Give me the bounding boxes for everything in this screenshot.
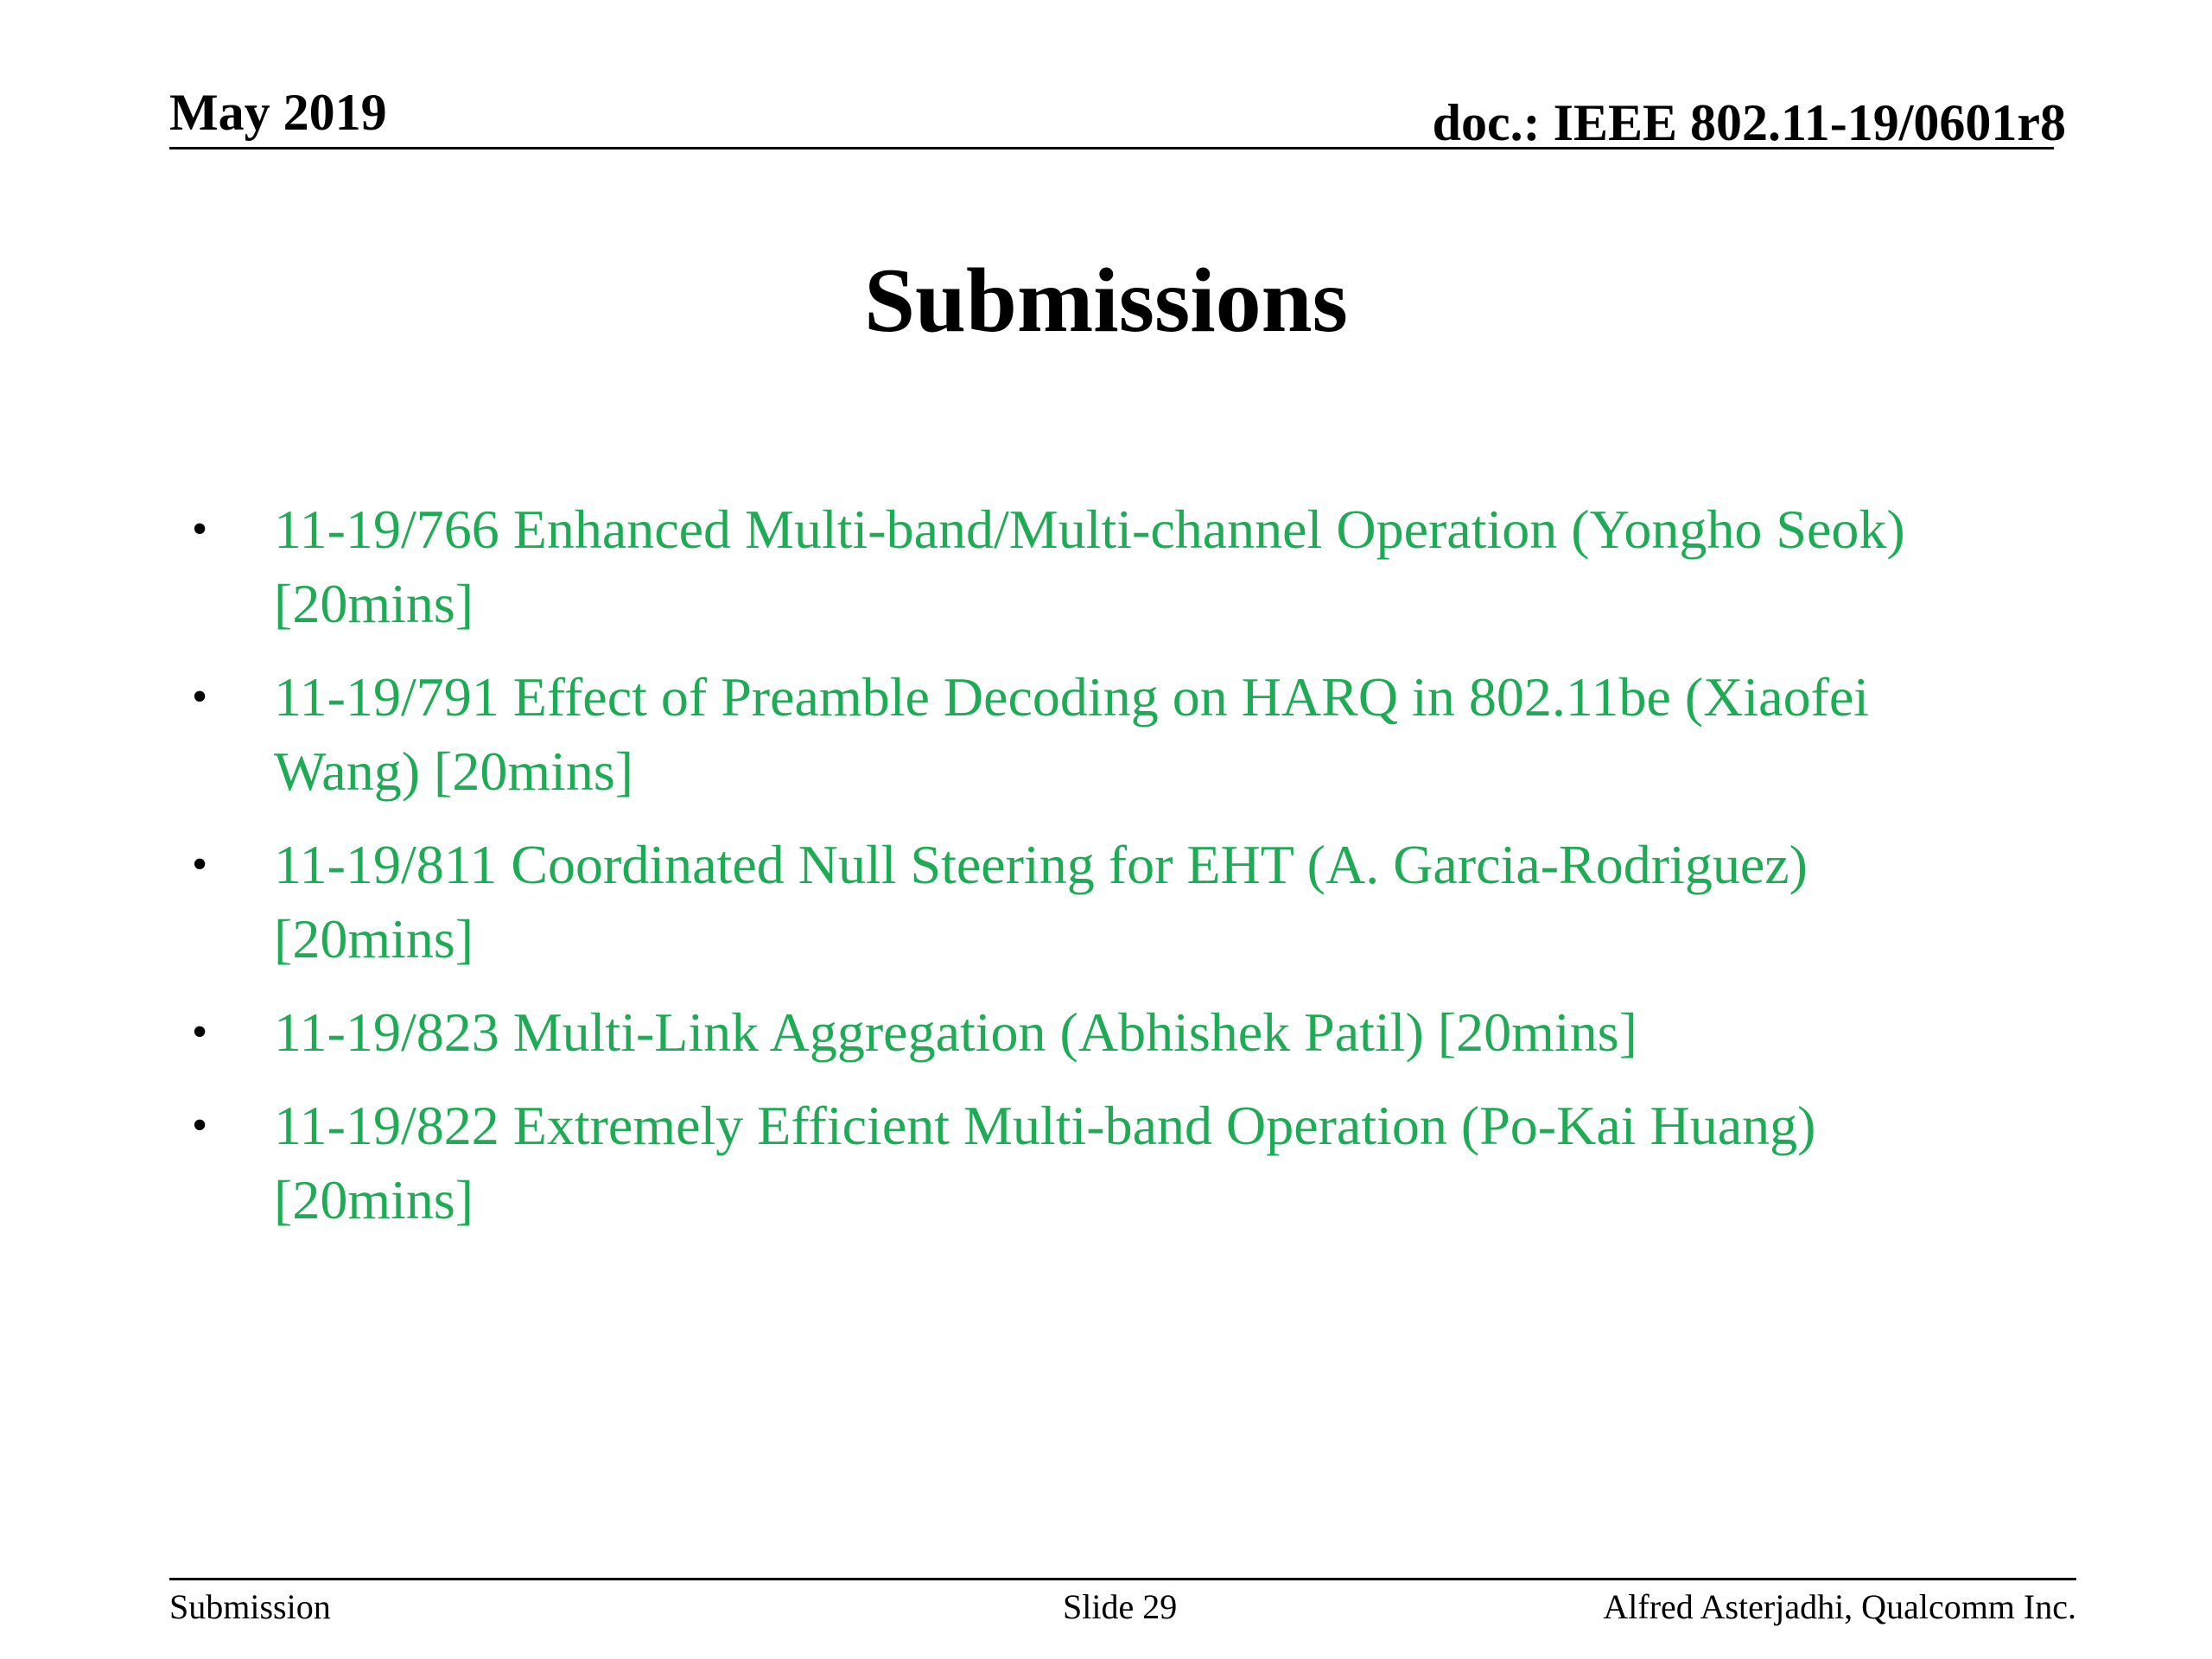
list-item-text: 11-19/766 Enhanced Multi-band/Multi-channel Operation (Yongho Seok) [20mins] [274,499,1905,634]
list-item [0,828,2212,976]
list-item-text: 11-19/822 Extremely Efficient Multi-band Operation (Po-Kai Huang) [20mins] [274,1095,1816,1230]
bullet-icon: • [192,672,208,721]
bullet-icon: • [192,1007,208,1057]
bullet-icon: • [192,840,208,889]
header-divider [169,147,2054,149]
list-item [0,1089,2212,1237]
bullet-icon: • [192,505,208,554]
list-item [0,660,2212,809]
slide-title: Submissions [864,250,1348,351]
submissions-list [0,493,2212,1256]
footer-author: Alfred Asterjadhi, Qualcomm Inc. [1603,1587,2076,1626]
header-date: May 2019 [169,84,387,141]
list-item [0,995,2212,1070]
bullet-icon: • [192,1101,208,1150]
footer-submission-label: Submission [169,1587,331,1626]
footer-slide-number: Slide 29 [1063,1587,1178,1626]
list-item [0,493,2212,641]
list-item-text: 11-19/811 Coordinated Null Steering for EHT (A. Garcia-Rodriguez) [20mins] [274,834,1808,969]
footer-divider [169,1578,2076,1580]
list-item-text: 11-19/823 Multi-Link Aggregation (Abhishek Patil) [20mins] [274,1001,1637,1063]
list-item-text: 11-19/791 Effect of Preamble Decoding on HARQ in 802.11be (Xiaofei Wang) [20mins] [274,666,1870,802]
header-doc-id: doc.: IEEE 802.11-19/0601r8 [1432,94,2066,151]
